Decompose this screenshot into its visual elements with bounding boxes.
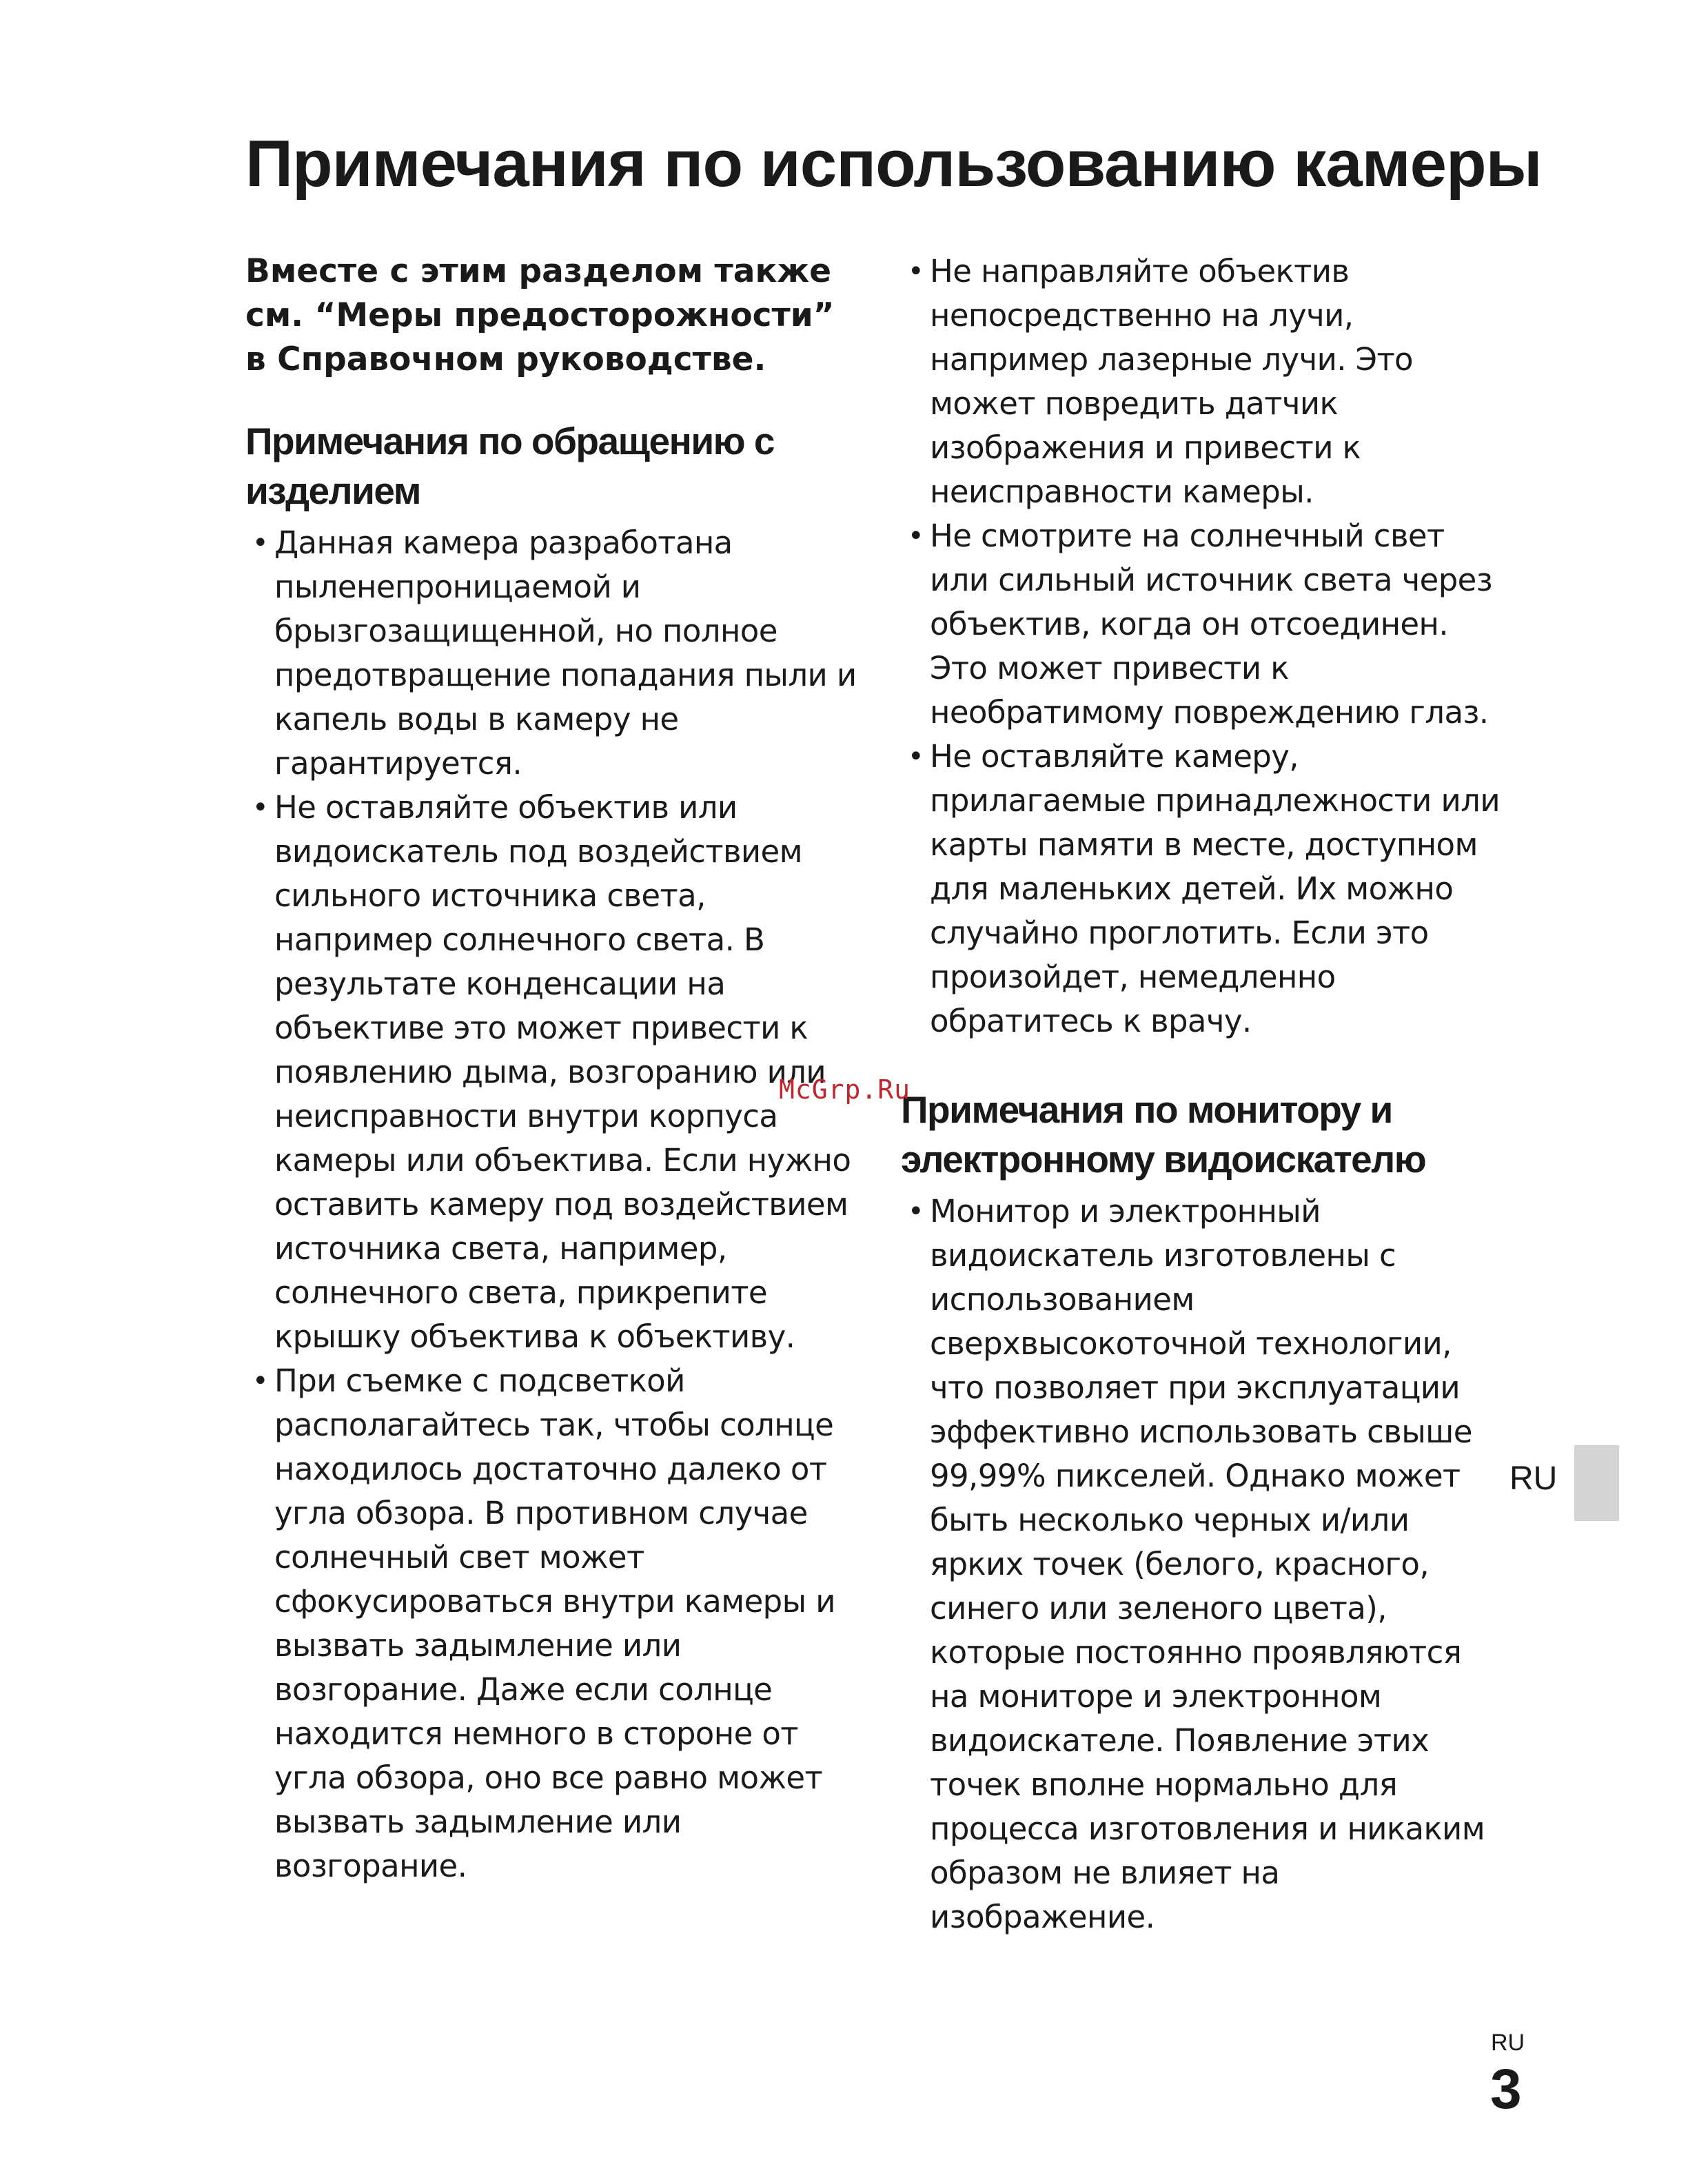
list-item bbox=[245, 786, 866, 1359]
list-item bbox=[245, 1359, 866, 1888]
list-item-text: Не оставляйте объектив или видоискатель под воздействием сильного источника света, например солнечного света. В результате конденсации на объективе это может привести к появлению дыма, возгоранию или неисправности внутри корпуса камеры или объектива. Если нужно оставить камеру под воздействием источника света, например, солнечного света, прикрепите крышку объектива к объективу. bbox=[274, 789, 851, 1355]
list-item bbox=[901, 1190, 1501, 1939]
bullet-icon: • bbox=[252, 1365, 268, 1397]
list-item bbox=[245, 521, 866, 786]
bullet-icon: • bbox=[908, 741, 924, 773]
language-tab-label: RU bbox=[1509, 1460, 1558, 1497]
watermark: McGrp.Ru bbox=[779, 1074, 911, 1105]
right-column bbox=[901, 249, 1501, 1939]
footer-language: RU bbox=[1491, 2030, 1525, 2056]
section-heading-monitor: Примечания по монитору и электронному видоискателю bbox=[901, 1088, 1426, 1181]
bullet-icon: • bbox=[908, 256, 924, 287]
intro-note: Вместе с этим разделом также см. “Меры предосторожности” в Справочном руководстве. bbox=[245, 252, 835, 378]
list-item bbox=[901, 735, 1501, 1043]
list-item-text: Данная камера разработана пыленепроницаемой и брызгозащищенной, но полное предотвращение попадания пыли и капель воды в камеру не гарантируется. bbox=[274, 524, 857, 782]
section-heading-handling: Примечания по обращению с изделием bbox=[245, 420, 774, 512]
list-item-text: Не направляйте объектив непосредственно на лучи, например лазерные лучи. Это может повредить датчик изображения и привести к неисправности камеры. bbox=[930, 253, 1413, 510]
list-item bbox=[901, 249, 1501, 514]
language-tab bbox=[1574, 1445, 1619, 1521]
handling-list bbox=[245, 521, 866, 1888]
bullet-icon: • bbox=[252, 527, 268, 559]
list-item-text: Не смотрите на солнечный свет или сильный источник света через объектив, когда он отсоединен. Это может привести к необратимому повреждению глаз. bbox=[930, 518, 1493, 731]
monitor-list bbox=[901, 1190, 1501, 1939]
list-item-text: Монитор и электронный видоискатель изготовлены с использованием сверхвысокоточной технологии, что позволяет при эксплуатации эффективно использовать свыше 99,99% пикселей. Однако может быть несколько черных и/или ярких точек (белого, красного, синего или зеленого цвета), которые постоянно проявляются на мониторе и электронном видоискателе. Появление этих точек вполне нормально для процесса изготовления и никаким образом не влияет на изображение. bbox=[930, 1193, 1485, 1935]
page-number: 3 bbox=[1490, 2058, 1522, 2121]
bullet-icon: • bbox=[252, 792, 268, 824]
handling-list-continued bbox=[901, 249, 1501, 1043]
bullet-icon: • bbox=[908, 520, 924, 552]
list-item-text: Не оставляйте камеру, прилагаемые принадлежности или карты памяти в месте, доступном для маленьких детей. Их можно случайно проглотить. Если это произойдет, немедленно обратитесь к врачу. bbox=[930, 738, 1500, 1039]
list-item-text: При съемке с подсветкой располагайтесь так, чтобы солнце находилось достаточно далеко от угла обзора. В противном случае солнечный свет может сфокусироваться внутри камеры и вызвать задымление или возгорание. Даже если солнце находится немного в стороне от угла обзора, оно все равно может вызвать задымление или возгорание. bbox=[274, 1363, 835, 1884]
list-item bbox=[901, 514, 1501, 735]
left-column bbox=[245, 249, 866, 1888]
page-title: Примечания по использованию камеры bbox=[245, 127, 1542, 201]
bullet-icon: • bbox=[908, 1196, 924, 1227]
